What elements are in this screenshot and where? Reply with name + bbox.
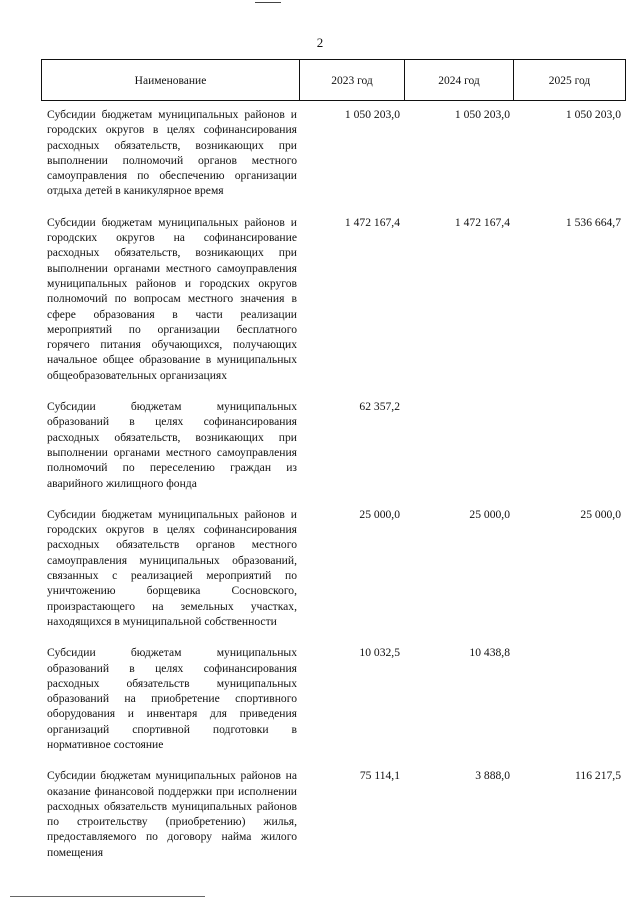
row-value-2025: 1 536 664,7 [565,215,621,229]
page-number: 2 [316,35,324,50]
table-header [41,59,626,101]
table-row [41,399,626,491]
table-row [41,645,626,752]
row-value-2023: 75 114,1 [359,769,400,783]
row-value-2025: 116 217,5 [575,769,621,783]
row-description: Субсидии бюджетам муниципальных районов и городских округов на софинансирование расходных обязательств, возникающих при выполнении органами местного самоуправления муниципальных районов и городских округов полномочий по вопросам местного значения в сфере образования в части реализации мероприятий по организации бесплатного горячего питания обучающихся, получающих начальное общее образование в муниципальных общеобразовательных организациях [47,215,297,382]
bottom-scan-mark [10,896,205,897]
row-value-2023: 10 032,5 [359,646,400,660]
header-year-2023: 2023 год [300,60,405,101]
row-value-2025: 1 050 203,0 [565,108,621,121]
row-value-2024: 1 050 203,0 [454,108,510,121]
table-body [41,107,626,876]
table-row [41,215,626,383]
row-value-2024: 1 472 167,4 [454,215,510,229]
row-value-2024: 3 888,0 [475,769,510,783]
row-description: Субсидии бюджетам муниципальных образований в целях софинансирования расходных обязательств, возникающих при выполнении органами местного самоуправления полномочий по переселению граждан из аварийного жилищного фонда [47,400,297,490]
top-scan-mark [255,2,281,3]
header-year-2024: 2024 год [405,60,514,101]
row-value-2023: 25 000,0 [359,507,400,521]
row-description: Субсидии бюджетам муниципальных районов на оказание финансовой поддержки при исполнении расходных обязательств муниципальных районов по строительству (приобретению) жилья, предоставляемого по договору найма жилого помещения [47,769,297,859]
header-name: Наименование [42,60,300,101]
table-row [41,107,626,199]
table-row [41,768,626,860]
row-value-2024: 10 438,8 [469,646,510,660]
row-description: Субсидии бюджетам муниципальных районов и городских округов в целях софинансирования расходных обязательств, возникающих при выполнении полномочий органов местного самоуправления по обеспечению организации отдыха детей в каникулярное время [47,108,297,198]
row-value-2023: 62 357,2 [359,400,400,414]
table-row [41,507,626,629]
row-description: Субсидии бюджетам муниципальных районов и городских округов в целях софинансирования расходных обязательств органов местного самоуправления муниципальных образований, связанных с реализацией мероприятий по уничтожению борщевика Сосновского, произрастающего на земельных участках, находящихся в муниципальной собственности [47,507,297,628]
row-value-2024: 25 000,0 [469,507,510,521]
row-description: Субсидии бюджетам муниципальных образований в целях софинансирования расходных обязательств муниципальных образований на приобретение спортивного оборудования и инвентаря для приведения организаций спортивной подготовки в нормативное состояние [47,646,297,751]
row-value-2025: 25 000,0 [580,507,621,521]
row-value-2023: 1 472 167,4 [344,215,400,229]
row-value-2023: 1 050 203,0 [344,108,400,121]
header-year-2025: 2025 год [514,60,626,101]
